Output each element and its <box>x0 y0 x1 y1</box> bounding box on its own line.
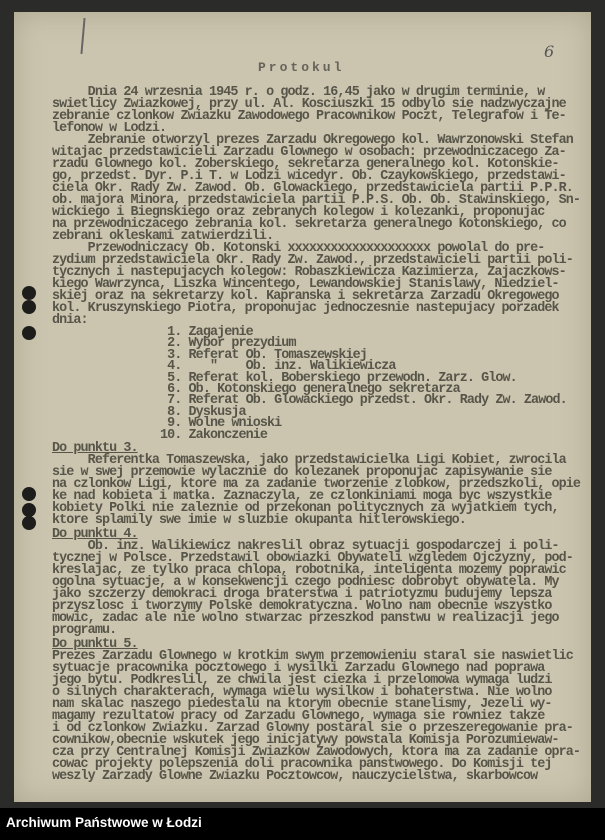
punch-hole <box>22 300 36 314</box>
text-line: ktore splamily swe imie w sluzbie okupanta hitlerowskiego. <box>52 513 466 529</box>
document-title: Protokul <box>258 60 345 75</box>
section-heading-5: Do punktu 5. <box>52 637 138 653</box>
archive-footer <box>0 808 605 840</box>
text-line: wickiego i Biegnskiego oraz zebranych kolegow i kolezanki, proponujac <box>52 205 545 220</box>
text-line: nam skalac naszego piedestalu na ktorym obecnie stanelismy, Jezeli wy- <box>52 697 552 713</box>
text-line: lefonow w Lodzi. <box>52 121 167 136</box>
text-line: witajac przedstawicieli Zarzadu Glownego w osobach: przewodniczacego Za- <box>52 145 566 160</box>
text-line: 3. Referat Ob. Tomaszewskiej <box>160 347 367 363</box>
text-line: Referentka Tomaszewska, jako przedstawicielka Ligi Kobiet, zwrocila <box>52 453 566 469</box>
text-line: magamy rezultatow pracy od Zarzadu Glownego, wymaga sie rowniez takze <box>52 709 545 725</box>
text-line: kiego Wawrzynca, Liszka Wincentego, Lewandowskiej Stanislawy, Niedziel- <box>52 277 559 292</box>
text-line: zebranie czlonkow Zwiazku Zawodowego Pracownikow Poczt, Telegrafow i Te- <box>52 109 566 124</box>
text-line: kol. Kruszynskiego Piotra, proponujac jednoczesnie nastepujacy porzadek <box>52 301 559 316</box>
text-line: Przewodniczacy Ob. Kotonski xxxxxxxxxxxxxxxxxxxx powolal do pre- <box>52 241 545 256</box>
text-line: ciela Okr. Rady Zw. Zawod. Ob. Glowackiego, przedstawiciela partii P.P.R. <box>52 181 573 196</box>
document-body <box>52 87 592 783</box>
text-line: Dnia 24 wrzesnia 1945 r. o godz. 16,45 jako w drugim terminie, w <box>52 85 545 100</box>
text-line: na przewodniczacego zebrania kol. sekretarza generalnego Kotonskiego, co <box>52 217 566 232</box>
punch-hole <box>22 516 36 530</box>
paragraph-presidium <box>52 243 592 327</box>
text-line: programu. <box>52 623 117 639</box>
text-line: dnia: <box>52 313 88 328</box>
text-line: skiej oraz na sekretarzy kol. Kapranska i sekretarza Zarzadu Okregowego <box>52 289 559 304</box>
section-4-text <box>52 541 592 637</box>
section-heading-3: Do punktu 3. <box>52 441 138 457</box>
text-line: cowac projekty polepszenia doli pracownika panstwowego. Do Komisji tej <box>52 757 552 773</box>
section-5-text <box>52 651 592 783</box>
text-line: zydium przedstawiciela Okr. Rady Zw. Zawod., przedstawicieli partii poli- <box>52 253 573 268</box>
text-line: sie w swej przemowie wylacznie do kolezanek proponujac zapisywanie sie <box>52 465 552 481</box>
text-line: Ob. inz. Walikiewicz nakreslil obraz sytuacji gospodarczej i poli- <box>52 539 559 555</box>
text-line: cownikow,obecnie wskutek jego inicjatywy powstala Komisja Porozumiewaw- <box>52 733 559 749</box>
text-line: 9. Wolne wnioski <box>160 416 282 432</box>
text-line: go, przedst. Dyr. P.i T. w Lodzi wicedyr. Ob. Czaykowskiego, przedstawi- <box>52 169 566 184</box>
text-line: mowic, zadac ale nie wolno stwarzac przeszkod panstwu w realizacji jego <box>52 611 559 627</box>
text-line: cza przy Centralnej Komisji Zwiazkow Zawodowych, ktora ma za zadanie opra- <box>52 745 581 761</box>
text-line: ke nad kobieta i matka. Zaznaczyla, ze czlonkiniami moga byc wszystkie <box>52 489 552 505</box>
text-line: Prezes Zarzadu Glownego w krotkim swym przemowieniu staral sie naswietlic <box>52 649 573 665</box>
text-line: rzadu Glownego kol. Zoberskiego, sekretarza generalnego kol. Kotonskie- <box>52 157 559 172</box>
text-line: ob. majora Minora, przedstawiciela partii P.P.S. Ob. Ob. Stawinskiego, Sn- <box>52 193 581 208</box>
text-line: 6. Ob. Kotonskiego generalnego sekretarza <box>160 382 460 398</box>
text-line: Zebranie otworzyl prezes Zarzadu Okregowego kol. Wawrzonowski Stefan <box>52 133 573 148</box>
text-line: 10. Zakonczenie <box>160 427 268 443</box>
text-line: weszly Zarzady Glowne Zwiazku Pocztowcow, nauczycielstwa, skarbowcow <box>52 769 538 785</box>
text-line: i od czlonkow Zwiazku. Zarzad Glowny postaral sie o przeszeregowanie pra- <box>52 721 573 737</box>
section-3-text <box>52 455 592 527</box>
text-line: 4. " Ob. inz. Walikiewicza <box>160 359 396 375</box>
text-line: 5. Referat kol. Boberskiego przewodn. Zarz. Glow. <box>160 370 517 386</box>
text-line: kobiety Polki nie zaleznie od przekonan politycznych za wyjatkiem tych, <box>52 501 559 517</box>
punch-hole <box>22 503 36 517</box>
text-line: o silnych charakterach, wymaga wielu wysilkow i bohaterstwa. Nie wolno <box>52 685 552 701</box>
text-line: 1. Zagajenie <box>160 325 253 340</box>
archive-name: Archiwum Państwowe w Łodzi <box>6 815 202 830</box>
text-line: jego bytu. Podkreslil, ze chwila jest ciezka i przelomowa wymaga ludzi <box>52 673 552 689</box>
text-line: kreslajac, ze tylko praca chlopa, robotnika, inteligenta mozemy poprawic <box>52 563 566 579</box>
text-line: tycznej w Polsce. Przedstawil obowiazki Obywateli wzgledem Ojczyzny, pod- <box>52 551 573 567</box>
page-number: 6 <box>544 42 555 61</box>
text-line: 7. Referat Ob. Glowackiego przedst. Okr. Rady Zw. Zawod. <box>160 393 567 409</box>
text-line: zebrani okleskami zatwierdzili. <box>52 229 274 244</box>
punch-hole <box>22 487 36 501</box>
paragraph-opening-speech <box>52 135 592 243</box>
text-line: 2. Wybor prezydium <box>160 336 296 352</box>
text-line: przyszlosc i tworzymy Polske demokratyczna. Wolno nam obecnie wszystko <box>52 599 552 615</box>
text-line: ogolna sytuacje, a w konsekwencji czego podniesc dobrobyt obywatela. My <box>52 575 559 591</box>
punch-hole <box>22 326 36 340</box>
text-line: swietlicy Zwiazkowej, przy ul. Al. Kosciuszki 15 odbylo sie nadzwyczajne <box>52 97 566 112</box>
text-line: tycznych i nastepujacych kolegow: Robaszkiewicza Kazimierza, Zajaczkows- <box>52 265 566 280</box>
section-heading-4: Do punktu 4. <box>52 527 138 543</box>
text-line: sytuacje pracownika pocztowego i wysilki Zarzadu Glownego nad poprawa <box>52 661 545 677</box>
punch-hole <box>22 286 36 300</box>
text-line: na czlonkow Ligi, ktore ma za zadanie tworzenie zlobkow, przedszkoli, opie <box>52 477 581 493</box>
paragraph-opening <box>52 87 592 135</box>
agenda-list <box>160 327 592 441</box>
text-line: 8. Dyskusja <box>160 404 246 420</box>
text-line: jako szczerzy demokraci droga braterstwa i patriotyzmu budujemy lepsza <box>52 587 552 603</box>
